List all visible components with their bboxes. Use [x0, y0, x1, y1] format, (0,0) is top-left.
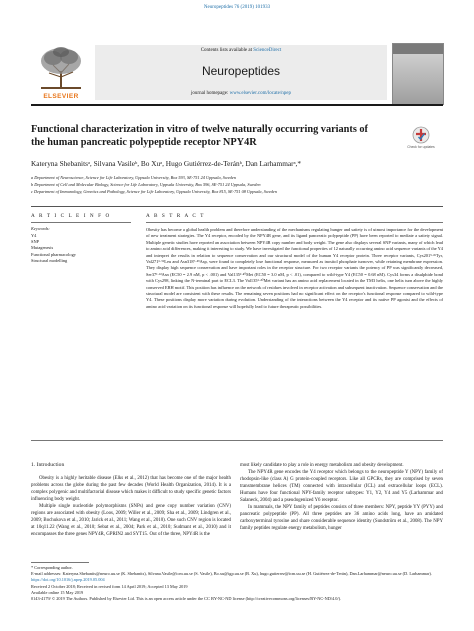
affiliation-divider	[31, 206, 443, 207]
affiliations	[31, 175, 451, 195]
keyword-item: Structural modelling	[31, 257, 68, 263]
keyword-item: SNP	[31, 239, 40, 245]
journal-reference[interactable]: Neuropeptides 76 (2019) 101933	[203, 5, 271, 10]
body-paragraph: Multiple single nucleotide polymorphisms (SNPs) and gene copy number variation (CNV) regions are associated with obesity (Loos, 2009; Willer et al., 2009; Sha et al., 2009; Lindgren et al., 2009; Bochukova et al., 2010; Jarick et al., 2011; Wang et al., 2010). One such CNV region is located at 10q11.22 (Wang et al., 2010; Sebat et al., 2004; Park et al., 2010; Sudmant et al., 2010) and it encompasses the three genes NPY4R, GPRIN2 and SYT15. Out of the three, NPY4R is the	[31, 504, 231, 538]
corresponding-author-note: * Corresponding author.	[31, 565, 73, 570]
abstract-text: Obesity has become a global health problem and therefore understanding of the mechanisms regulating hunger and satiety is of utmost importance for the development of new treatment strategies. The Y4 receptor, encoded by the NPY4R gene, and its ligand pancreatic polypeptide (PP) have been reported to mediate a satiety signal. Multiple genetic studies have reported an association between NPY4R copy number and body weight. The gene also displays several SNP variants, many of which lead to amino acid differences, making it interesting to study. We have investigated the functional properties of 12 naturally occurring amino acid sequence variants of the Y4 and interpret the results in relation to sequence conservation and our structural model of the human Y4 receptor protein. Three receptor variants, Cys201⁵·³⁶Tyr, Val271⁶·⁵³Leu and Asn318⁷·⁴⁹Asp, were found to completely lose functional response, measured as inositol phosphate turnover, while retaining membrane expression. They display high sequence conservation and have important roles in the receptor structure. For two receptor variants the potency of PP was significantly decreased, Ser37¹·³²Asn (EC50 = 2.9 nM, p < .001) and Val135³·⁴⁰Met (EC50 = 3.0 nM, p < .01), compared to wild-type Y4 (EC50 = 0.68 nM). Cys34 forms a disulphide bond with Cys298, linking the N-terminal part to ECL3. The Val135³·⁴⁰Met variant has an amino acid replacement located in the TM3 helix, one helix turn above the highly conserved ERH motif. This position has influence on the network of residues involved in receptor activation and subsequent inactivation. Sequence conservation and the structural model are consistent with these results. The remaining seven positions had no significant effect on the receptor's functional response compared to wild-type Y4. These positions display more variation during evolution. Understanding of the interactions between the Y4 receptor and its native PP agonist and the effects of amino acid variation on its functional response will hopefully lead to future therapeutic possibilities.	[146, 227, 443, 309]
article-title: Functional characterization in vitro of twelve naturally occurring variants of the human pancreatic polypeptide receptor NPY4R	[31, 124, 368, 148]
keywords-label: Keywords:	[31, 226, 50, 231]
body-paragraph: most likely candidate to play a role in energy metabolism and obesity development.	[240, 463, 404, 468]
body-column-left	[31, 475, 231, 538]
body-paragraph: The NPY4R gene encodes the Y4 receptor which belongs to the neuropeptide Y (NPY) family of rhodopsin-like (class A) G protein-coupled receptors. Like all GPCRs, they are comprised by seven transmembrane helices (TM) connected with intracellular (ICL) and extracellular loops (ECL). Humans have four functional NPY-family receptor subtypes: Y1, Y2, Y4 and Y5 (Larhammar and Salaneck, 2004) and a pseudogenized Y6 receptor.	[240, 470, 443, 504]
contents-line: Contents lists available at ScienceDirect	[200, 48, 282, 53]
abstract-heading: A B S T R A C T	[146, 213, 206, 219]
license-notice: 0143-4179/ © 2019 The Authors. Published by Elsevier Ltd. This is an open access article under the CC BY-NC-ND license (http://creativecommons.org/licenses/BY-NC-ND/4.0/).	[31, 596, 342, 602]
received-dates: Received 2 October 2018; Received in revised form 14 April 2019; Accepted 13 May 2019	[31, 583, 188, 589]
homepage-line: journal homepage: www.elsevier.com/locate/npep	[191, 91, 291, 96]
keyword-item: Functional pharmacology	[31, 251, 76, 257]
journal-cover-thumbnail	[392, 43, 444, 105]
journal-name: Neuropeptides	[201, 64, 281, 78]
affiliation-a: a Department of Neuroscience, Science for Life Laboratory, Uppsala University, Box 593, SE-751 24 Uppsala, Sweden	[31, 175, 236, 180]
article-info-heading: A R T I C L E I N F O	[31, 213, 111, 219]
homepage-link[interactable]: www.elsevier.com/locate/npep	[229, 91, 291, 96]
doi-link[interactable]: https://doi.org/10.1016/j.npep.2019.05.004	[31, 577, 105, 583]
author-list: Kateryna Shebanitsᵃ, Silvana Vasileᵇ, Bo Xuᵃ, Hugo Gutiérrez-de-Teránᵇ, Dan Larhammarᵃ,*	[31, 159, 302, 168]
introduction-heading: 1. Introduction	[31, 462, 65, 468]
email-addresses: E-mail addresses: Kateryna.Shebanits@neuro.uu.se (K. Shebanits), Silvana.Vasile@icm.uu.se (S. Vasile), Bo.xu@igp.uu.se (B. Xu), hugo.gutierrez@icm.uu.se (H. Gutiérrez-de-Terán), Dan.Larhammar@neuro.uu.se (D. Larhammar).	[31, 571, 432, 577]
affiliation-c: c Department of Immunology, Genetics and Pathology, Science for Life Laboratory, Uppsala University, Box 815, SE-751 08 Uppsala, Sweden	[31, 188, 277, 194]
crossmark-label: Check for updates	[407, 145, 435, 149]
body-paragraph: Obesity is a highly heritable disease (Elks et al., 2012) that has become one of the major health problems across the globe during the past few decades (World Health Organization, 2014). It is a complex polygenic and multifactorial disease which makes it difficult to study specific genetic factors influencing body weight.	[31, 476, 231, 503]
keyword-list	[31, 233, 76, 264]
crossmark-icon[interactable]	[412, 126, 430, 144]
keyword-item: Mutagenesis	[31, 245, 54, 251]
online-date: Available online 15 May 2019	[31, 589, 84, 595]
footnotes	[31, 565, 443, 602]
body-paragraph: In mammals, the NPY family of peptides consists of three members: NPY, peptide YY (PYY) and pancreatic polypeptide (PP). All three peptides are 36 amino acids long, have an amidated carboxyterminal tyrosine and share considerable sequence identity (Sundström et al., 2008). The NPY family peptides regulate energy metabolism, hunger	[240, 505, 443, 532]
body-column-right	[240, 462, 443, 532]
sciencedirect-link[interactable]: ScienceDirect	[253, 48, 282, 53]
elsevier-wordmark: ELSEVIER	[43, 93, 79, 100]
header-divider	[31, 104, 443, 106]
affiliation-b: b Department of Cell and Molecular Biology, Science for Life Laboratory, Uppsala University, Box 596, SE-751 24 Uppsala, Sweden	[31, 181, 261, 187]
keyword-item: Y4	[31, 233, 37, 238]
